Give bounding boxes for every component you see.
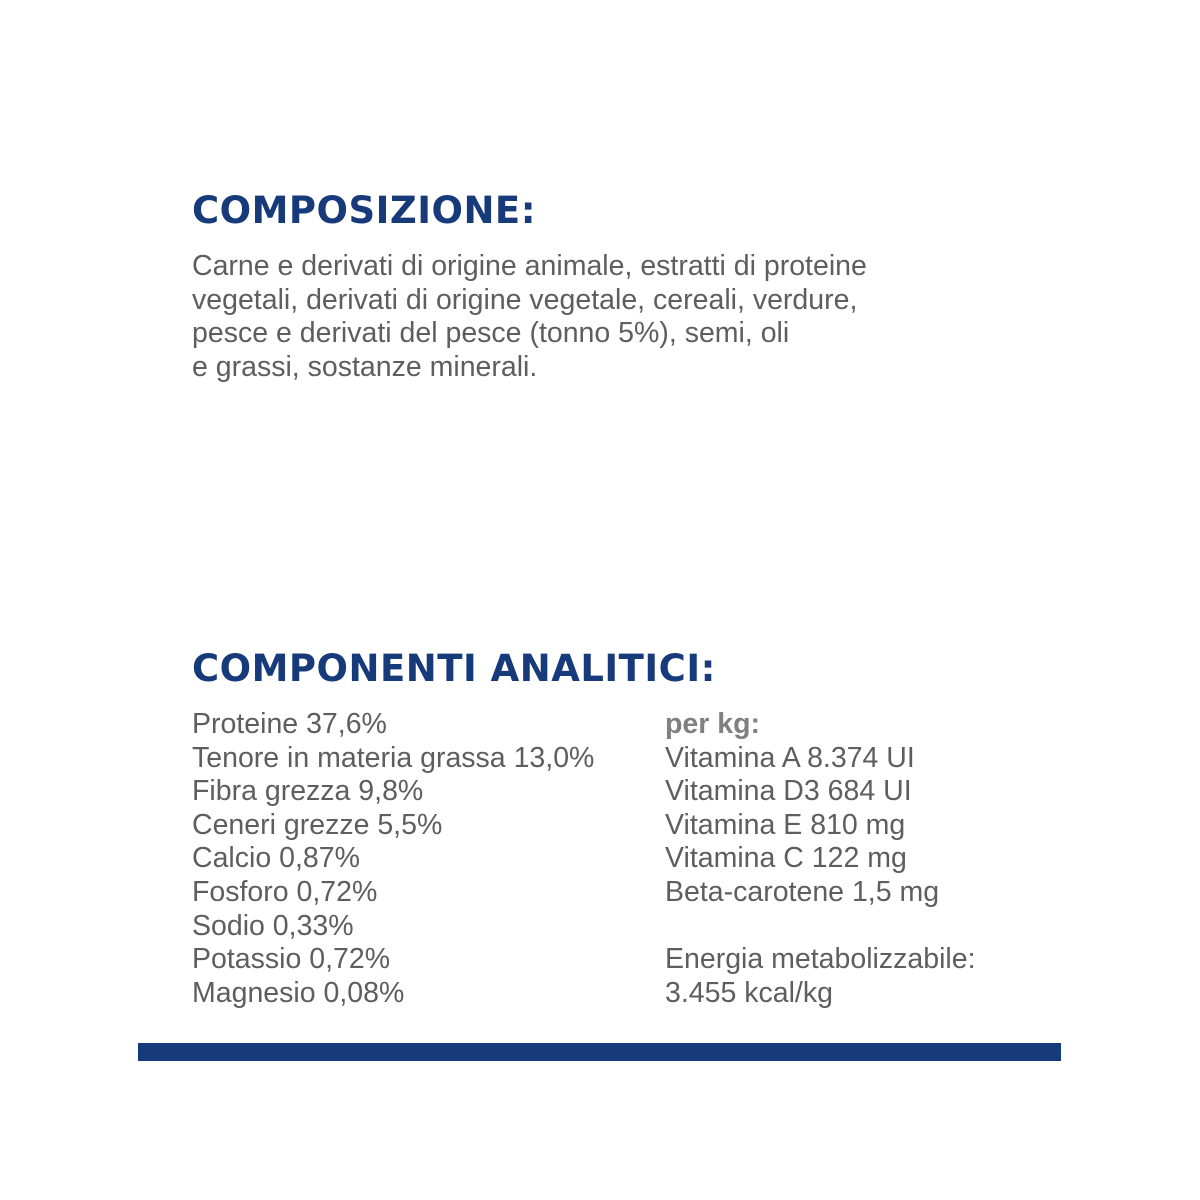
energy-value: 3.455 kcal/kg: [665, 976, 833, 1009]
analytical-item: Fosforo 0,72%: [192, 875, 378, 908]
analytical-item: Potassio 0,72%: [192, 943, 391, 976]
vitamin-item: Vitamina C 122 mg: [665, 842, 907, 875]
analytical-item: Tenore in materia grassa 13,0%: [192, 741, 595, 774]
vitamins-per-kg-list: [665, 708, 976, 1010]
vitamin-item: Beta-carotene 1,5 mg: [665, 875, 940, 908]
composition-heading: COMPOSIZIONE:: [192, 189, 536, 232]
vitamin-item: Vitamina E 810 mg: [665, 808, 906, 841]
composition-line: e grassi, sostanze minerali.: [192, 350, 538, 383]
analytical-item: Sodio 0,33%: [192, 909, 354, 942]
composition-line: Carne e derivati di origine animale, estratti di proteine: [192, 250, 867, 282]
composition-text: [192, 250, 867, 384]
per-kg-label: per kg:: [665, 708, 761, 740]
vitamin-item: Vitamina D3 684 UI: [665, 775, 912, 808]
analytical-item: Ceneri grezze 5,5%: [192, 808, 443, 841]
analytical-item: Fibra grezza 9,8%: [192, 775, 424, 808]
composition-line: pesce e derivati del pesce (tonno 5%), semi, oli: [192, 317, 790, 350]
composition-line: vegetali, derivati di origine vegetale, cereali, verdure,: [192, 283, 858, 316]
footer-bar: [138, 1043, 1061, 1061]
analytical-heading: COMPONENTI ANALITICI:: [192, 647, 716, 690]
vitamin-item: Vitamina A 8.374 UI: [665, 741, 915, 774]
energy-label: Energia metabolizzabile:: [665, 943, 976, 976]
analytical-item: Magnesio 0,08%: [192, 976, 405, 1009]
analytical-item: Calcio 0,87%: [192, 842, 360, 875]
analytical-item: Proteine 37,6%: [192, 708, 387, 740]
analytical-components-list: [192, 708, 594, 1010]
